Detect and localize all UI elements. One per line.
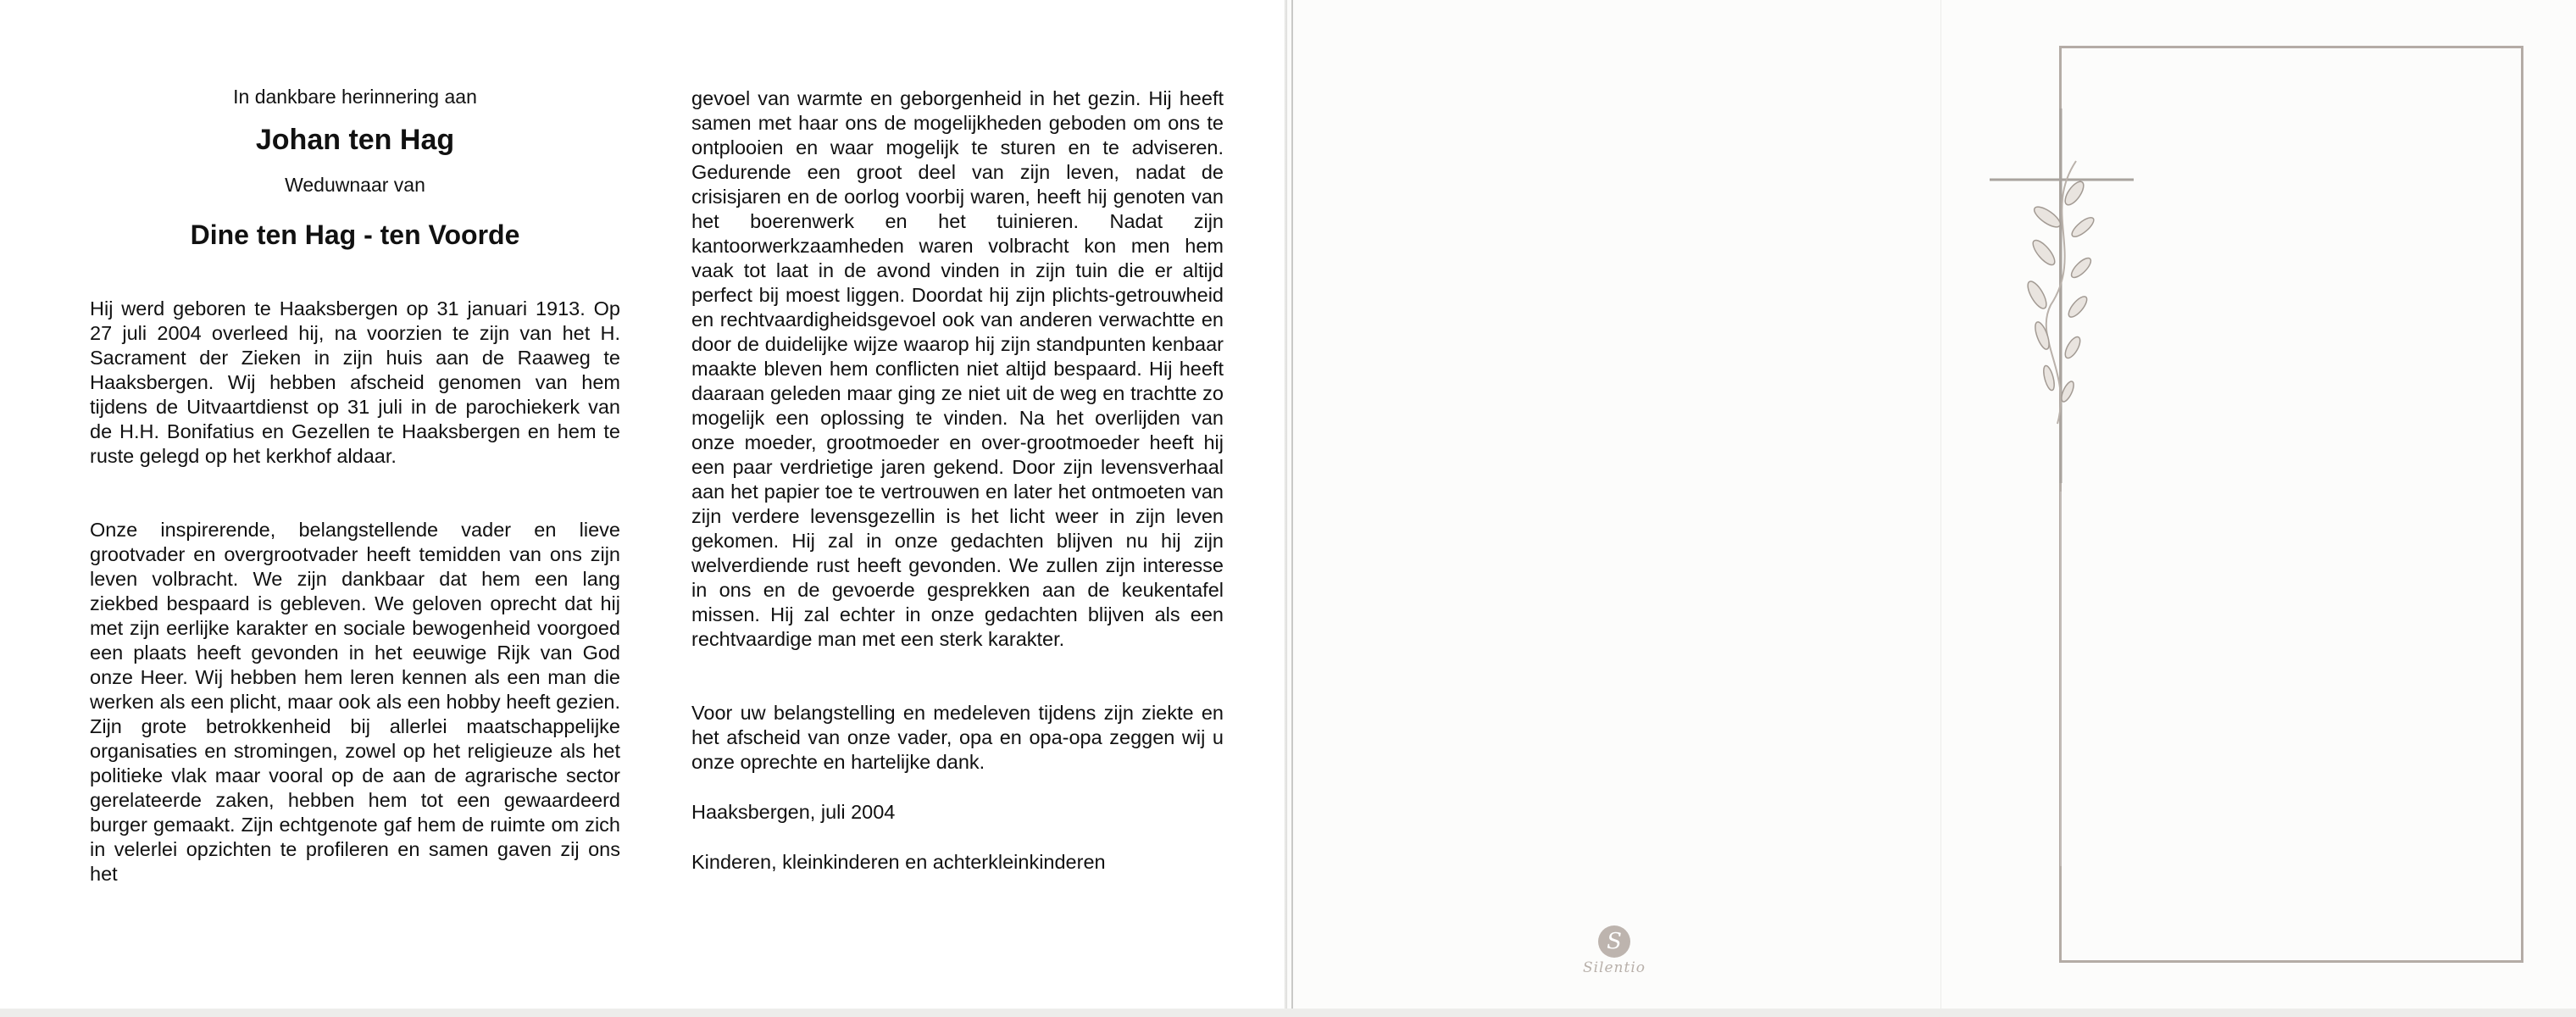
biography-paragraph: Hij werd geboren te Haaksbergen op 31 januari 1913. Op 27 juli 2004 overleed hij, na voorzien te zijn van het H. Sacrament der Zieken in zijn huis aan de Raaweg te Haaksbergen. Wij hebben afscheid genomen van hem tijdens de Uitvaartdienst op 31 juli in de parochiekerk van de H.H. Bonifatius en Gezellen te Haaksbergen en hem te ruste gelegd op het kerkhof aldaar. — [90, 297, 620, 467]
tribute-continued-paragraph: gevoel van warmte en geborgenheid in het gezin. Hij heeft samen met haar ons de mogelijkheden geboden om ons te ontplooien en waar mogelijk te sturen en te adviseren. Gedurende een groot deel van zijn leven, nadat de crisisjaren en de oorlog voorbij waren, heeft hij genoten van het boerenwerk en het tuinieren. Nadat zijn kantoorwerkzaamheden waren volbracht kon men hem vaak tot laat in de avond vinden in zijn tuin die er altijd perfect bij moest liggen. Doordat hij zijn plichts-getrouwheid en rechtvaardigheidsgevoel ook van anderen verwachtte en door de duidelijke wijze waarop hij zijn standpunten kenbaar maakte bleven hem conflicten niet altijd bespaard. Hij heeft daaraan geleden maar ging ze niet uit de weg en trachtte zo mogelijk een oplossing te vinden. Na het overlijden van onze moeder, grootmoeder en over-grootmoeder heeft hij een paar verdrietige jaren gekend. Door zijn levensverhaal aan het papier toe te vertrouwen en later het ontmoeten van zijn verdere levensgezellin is het licht weer in zijn leven gekomen. Hij zal in onze gedachten blijven nu hij zijn welverdiende rust heeft gevonden. We zullen zijn interesse in ons en de gevoerde gesprekken aan de keukentafel missen. Hij zal echter in onze gedachten blijven als een rechtvaardige man met een sterk karakter. — [691, 87, 1224, 650]
spouse-name: Dine ten Hag - ten Voorde — [190, 220, 520, 250]
thanks-paragraph: Voor uw belangstelling en medeleven tijdens zijn ziekte en het afscheid van onze vader, opa en opa-opa zeggen wij u onze oprechte en hartelijke dank. — [691, 702, 1224, 773]
right-column — [691, 86, 1224, 875]
scan-bottom-edge — [0, 1009, 2576, 1017]
tribute-paragraph: Onze inspirerende, belangstellende vader en lieve grootvader en overgrootvader heeft temidden van ons zijn leven volbracht. We zijn dankbaar dat hem een lang ziekbed bespaard is gebleven. We geloven oprecht dat hij met zijn eerlijke karakter en sociale bewogenheid voorgoed een plaats heeft gevonden in het eeuwige Rijk van God onze Heer. Wij hebben hem leren kennen als een man die werken als een plicht, maar ook als een hobby heeft gezien. Zijn grote betrokkenheid bij allerlei maatschappelijke organisaties en stromingen, zowel op het religieuze als het politieke vlak maar vooral op de aan de agrarische sector gerelateerde zaken, hebben hem tot een gewaardeerd burger gemaakt. Zijn echtgenote gaf hem de ruimte om zich in velerlei opzichten te profileren en samen gaven zij ons het — [90, 519, 620, 885]
relation-line: Weduwnaar van — [285, 174, 425, 196]
cover-fold — [1940, 0, 1941, 1017]
signature-line: Kinderen, kleinkinderen en achterkleinkinderen — [691, 851, 1106, 873]
cross-with-vine-icon — [1983, 93, 2152, 873]
deceased-name: Johan ten Hag — [255, 124, 455, 156]
inner-spread — [0, 0, 1286, 1009]
left-column — [90, 85, 620, 886]
logo-letter: S — [1598, 925, 1630, 958]
place-date: Haaksbergen, juli 2004 — [691, 801, 896, 823]
publisher-logo — [1576, 925, 1652, 976]
page-fold — [1285, 0, 1287, 1017]
intro-line: In dankbare herinnering aan — [233, 86, 477, 108]
cover-edge — [1291, 0, 1293, 1017]
logo-name: Silentio — [1582, 959, 1646, 976]
